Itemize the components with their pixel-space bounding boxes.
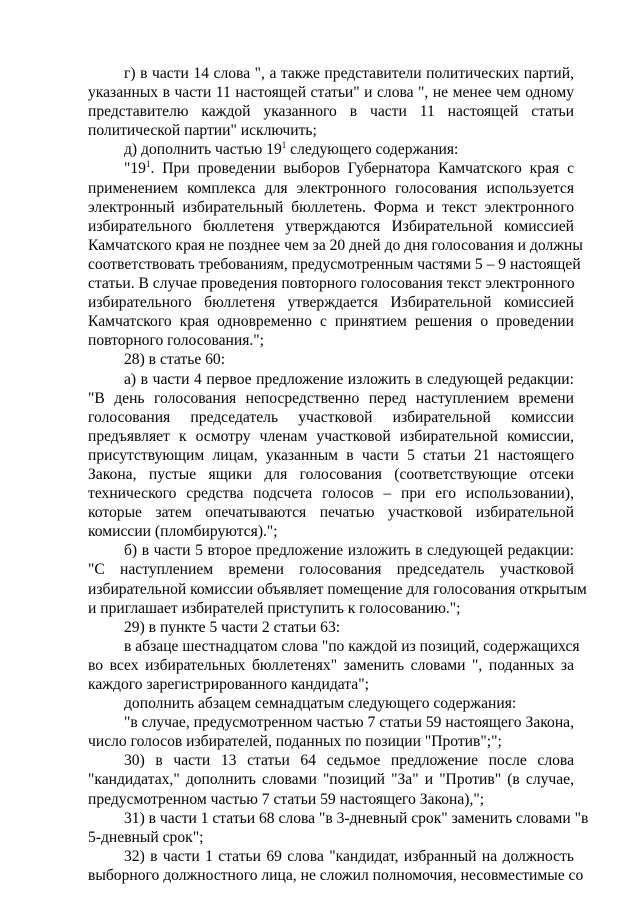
text-line: избирательного бюллетеня утверждаются Избирательной комиссией [88,217,574,235]
text-line: указанных в части 11 настоящей статьи" и слова ", не менее чем одному [88,84,574,102]
text-line: 5-дневный срок"; [88,828,204,846]
text-line: а) в части 4 первое предложение изложить в следующей редакции: [124,370,574,388]
text-line: соответствовать требованиям, предусмотренным частями 5 – 9 настоящей [88,255,581,273]
text-line: представителю каждой указанного в части 11 настоящей статьи [88,103,574,121]
text-line: "В день голосования непосредственно перед наступлением времени [88,389,574,407]
text-line: "кандидатах," дополнить словами "позиций "За" и "Против" (в случае, [88,771,574,789]
text-line: выборного должностного лица, не сложил полномочия, несовместимые со [88,866,584,884]
text-line: дополнить абзацем семнадцатым следующего содержания: [124,695,517,713]
text-line: б) в части 5 второе предложение изложить в следующей редакции: [124,542,574,560]
text-line: 32) в части 1 статьи 69 слова "кандидат, избранный на должность [124,847,574,865]
text-line: д) дополнить частью $19^1$ следующего содержания: [124,140,459,159]
text-line: и приглашает избирателей приступить к голосованию."; [88,599,461,617]
text-line: "$19^1$. При проведении выборов Губернатора Камчатского края с [124,159,574,178]
text-line: "в случае, предусмотренном частью 7 статьи 59 настоящего Закона, [124,714,574,732]
text-line: применением комплекса для электронного голосования используется [88,179,574,197]
text-line: 30) в части 13 статьи 64 седьмое предложение после слова [124,752,574,770]
text-line: повторного голосования."; [88,332,264,350]
text-line: комиссии (пломбируются)."; [88,523,278,541]
text-line: избирательного бюллетеня утверждается Избирательной комиссией [88,294,574,312]
text-line: 29) в пункте 5 части 2 статьи 63: [124,618,341,636]
text-line: 31) в части 1 статьи 68 слова "в 3-дневный срок" заменить словами "в [124,809,589,827]
text-line: политической партии" исключить; [88,122,317,140]
text-line: во всех избирательных бюллетенях" заменить словами ", поданных за [88,656,574,674]
text-line: в абзаце шестнадцатом слова "по каждой из позиций, содержащихся [124,637,580,655]
text-line: число голосов избирателей, поданных по позиции "Против";"; [88,733,502,751]
text-line: электронный избирательный бюллетень. Форма и текст электронного [88,198,574,216]
text-line: Камчатского края одновременно с принятием решения о проведении [88,313,574,331]
text-line: которые затем опечатываются печатью участковой избирательной [88,504,574,522]
text-line: "С наступлением времени голосования председатель участковой [88,561,574,579]
text-line: 28) в статье 60: [124,351,226,369]
text-line: Камчатского края не позднее чем за 20 дней до дня голосования и должны [88,236,583,254]
document-body [88,64,589,885]
text-line: статьи. В случае проведения повторного голосования текст электронного [88,275,575,293]
text-line: технического средства подсчета голосов – при его использовании), [88,485,574,503]
text-line: голосования председатель участковой избирательной комиссии [88,408,574,426]
text-line: г) в части 14 слова ", а также представители политических партий, [124,65,574,82]
text-line: избирательной комиссии объявляет помещение для голосования открытым [88,580,587,598]
text-line: присутствующим лицам, указанным в части 5 статьи 21 настоящего [88,446,574,464]
text-line: предусмотренном частью 7 статьи 59 настоящего Закона),"; [88,790,485,808]
text-line: предъявляет к осмотру членам участковой избирательной комиссии, [88,427,574,445]
text-line: Закона, пустые ящики для голосования (соответствующие отсеки [88,465,574,483]
text-line: каждого зарегистрированного кандидата"; [88,676,369,693]
